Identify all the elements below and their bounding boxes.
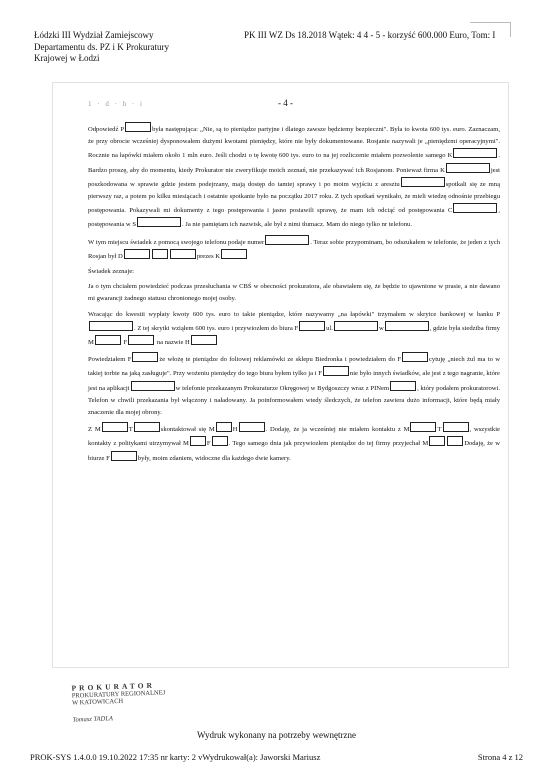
- page-number: - 4 -: [278, 98, 293, 108]
- stamp-line-2: PROKURATURY REGIONALNEJ: [71, 689, 166, 700]
- text: . Bardzo proszę, aby do momentu, kiedy Prokurator nie zweryfikuje moich zeznań, nie przekazywać ich Rosjanom. Ponieważ firma K: [88, 152, 500, 174]
- redaction-box: [221, 249, 247, 259]
- footer-page-counter: Strona 4 z 12: [477, 752, 523, 762]
- redaction-box: [410, 422, 436, 432]
- redaction-box: [390, 381, 416, 391]
- redaction-box: [191, 335, 217, 345]
- case-reference: PK III WZ Ds 18.2018 Wątek: 4 4 - 5 - korzyść 600.000 Euro, Tom: I: [244, 30, 496, 40]
- text: na nazwie H: [156, 339, 190, 347]
- footer-system-info: PROK-SYS 1.4.0.0 19.10.2022 17:35 nr karty: 2 vWydrukował(a): Jaworski Mariusz: [30, 752, 321, 762]
- text: prezes K: [196, 252, 221, 260]
- stamp-line-3: W KATOWICACH: [71, 697, 124, 707]
- text: skontaktował się M: [160, 426, 215, 434]
- redaction-box: [385, 321, 429, 331]
- text: cytuję „niech żul ma to w takiej torbie na jaką zasługuje". Przy wożeniu pieniędzy do tego biura byłem tylko ja i F: [88, 356, 500, 378]
- text: w: [378, 324, 384, 332]
- text: . Dodaję, że ja wcześniej nie miałem kontaktu z M: [265, 426, 410, 434]
- redaction-box: [446, 163, 490, 173]
- text: H: [232, 426, 238, 434]
- issuing-office: [34, 30, 169, 65]
- redaction-box: [443, 422, 469, 432]
- text: Powiedziałem F: [88, 356, 132, 364]
- redaction-box: [299, 321, 325, 331]
- redaction-box: [137, 217, 181, 227]
- text: Odpowiedź P: [88, 126, 125, 133]
- text: . Tego samego dnia jak przywiozłem pieniądze do tej firmy przyjechał M: [228, 440, 429, 448]
- testimony-body: [88, 122, 500, 468]
- redaction-box: [95, 335, 121, 345]
- text: nie było innych świadków, ale jest z tego nagranie, które jest na aplikacji: [88, 370, 500, 392]
- redaction-box: [89, 321, 133, 331]
- text: były, moim zdaniem, widoczne dla każdego dwie kamery.: [137, 454, 291, 462]
- text: . Teraz sobie przypominam, bo odszukałem w telefonie, że jeden z tych Rosjan był D: [88, 238, 500, 260]
- redaction-box: [453, 203, 497, 213]
- office-line-3: Krajowej w Łodzi: [34, 53, 100, 63]
- text: T: [437, 426, 442, 434]
- redaction-box: [239, 422, 265, 432]
- redaction-box: [429, 436, 445, 446]
- redaction-box: [453, 148, 497, 158]
- office-line-1: Łódzki III Wydział Zamiejscowy: [34, 30, 154, 40]
- text: , gdzie była siedziba firmy M: [88, 324, 500, 347]
- text: . Z tej skrytki wziąłem 600 tys. euro i przywiozłem do biura F: [134, 324, 299, 332]
- text: T: [128, 426, 133, 434]
- text: F: [123, 339, 128, 347]
- text: , wszystkie kontakty z politykami utrzymywał M: [88, 426, 500, 448]
- redaction-box: [216, 422, 232, 432]
- text: Dodaję, że w biurze F: [88, 440, 500, 462]
- paragraph-2: [88, 235, 500, 263]
- redaction-box: [152, 249, 168, 259]
- stamp-signature: Tomasz TADLA: [72, 715, 113, 724]
- paragraph-4: Ja o tym chciałem powiedzieć podczas przesłuchania w CBŚ w obecności prokuratora, ale obawiałem się, że będzie to ujawnione w prasie, a nie dawano mi gwarancji żadnego statusu chronionego mojej osoby.: [88, 283, 500, 303]
- redaction-box: [190, 436, 206, 446]
- redaction-box: [131, 381, 175, 391]
- paragraph-5: [88, 309, 500, 350]
- text: w telefonie przekazanym Prokuraturze Okręgowej w Bydgoszczy wraz z PINem: [175, 384, 390, 392]
- redaction-box: [111, 451, 137, 461]
- prosecutor-stamp: [71, 680, 166, 723]
- redaction-box: [401, 177, 445, 187]
- scan-marks: 1 · d · h · i: [88, 100, 144, 108]
- text: spotkali się ze mną pierwszy raz, a potem po kilku miesiącach i ostatnie spotkanie było na początku 2017 roku. Z tych spotkań wynikało, że mieli wiedzę odnośnie przebiegu postępowania. Pokazywali mi dokumenty z tego postępowania i jasno postawili sprawę, że mam ich odciąć od postępowania C: [88, 180, 500, 215]
- text: Z M: [88, 426, 101, 434]
- text: , który podałem prokuratorowi. Telefon w chwili przekazania był włączony i naładowany. Ja poinformowałem wtedy śledczych, że telefon zawiera dużo informacji, które będą miały znaczenie dla mojej obrony.: [88, 384, 500, 417]
- paragraph-3: Świadek zeznaje:: [88, 268, 134, 276]
- text: była następująca: „Nie, są to pieniądze partyjne i dlatego zawsze będziemy bezpieczni". Była to kwota 600 tys. euro. Zaznaczam, że przy obrocie wcześniej dysponowałem dużymi kwotami pieniędzy, które nie były dokumentowane. Rosjanie nazywali je „pieniędzmi operacyjnymi". Rocznie na łapówki miałem około 1 mln euro. Jeśli chodzi o tę kwotę 600 tys. euro to na jej rozliczenie miałem pozwolenie samego K: [88, 126, 500, 160]
- paragraph-6: [88, 352, 500, 419]
- redaction-box: [128, 335, 154, 345]
- text: W tym miejscu świadek z pomocą swojego telefonu podaje numer: [88, 238, 265, 246]
- redaction-box: [323, 366, 349, 376]
- office-line-2: Departamentu ds. PZ i K Prokuratury: [34, 41, 169, 52]
- redaction-box: [125, 122, 151, 132]
- paragraph-7: [88, 422, 500, 465]
- footer-print-note: Wydruk wykonany na potrzeby wewnętrzne: [197, 730, 356, 740]
- text: że włożę te pieniądze do foliowej reklamówki ze sklepu Biedronka i powiedziałem do F: [159, 356, 401, 364]
- redaction-box: [447, 436, 463, 446]
- text: jest poszkodowana w sprawie gdzie jestem podejrzany, mają dostęp do tamtej sprawy i po moim wyjściu z aresztu: [88, 166, 500, 188]
- text: , postępowania w S: [88, 207, 500, 229]
- redaction-box: [102, 422, 128, 432]
- text: Wracając do kwestii wypłaty kwoty 600 tys. euro to takie pieniądze, które nazywamy „na łapówki" trzymałem w skrytce bankowej w banku P: [88, 310, 500, 318]
- redaction-box: [170, 249, 196, 259]
- redaction-box: [334, 321, 378, 331]
- stamp-line-1: PROKURATOR: [71, 680, 156, 693]
- text: . Ja nie pamiętam ich nazwisk, ale był z nimi tłumacz. Mam do niego tylko nr telefonu.: [181, 221, 412, 229]
- corner-mark: [470, 22, 511, 37]
- redaction-box: [265, 235, 309, 245]
- redaction-box: [124, 249, 150, 259]
- redaction-box: [132, 352, 158, 362]
- paragraph-1: [88, 122, 500, 232]
- text: ul.: [326, 324, 333, 332]
- redaction-box: [212, 436, 228, 446]
- redaction-box: [134, 422, 160, 432]
- redaction-box: [402, 352, 428, 362]
- text: F: [206, 440, 211, 448]
